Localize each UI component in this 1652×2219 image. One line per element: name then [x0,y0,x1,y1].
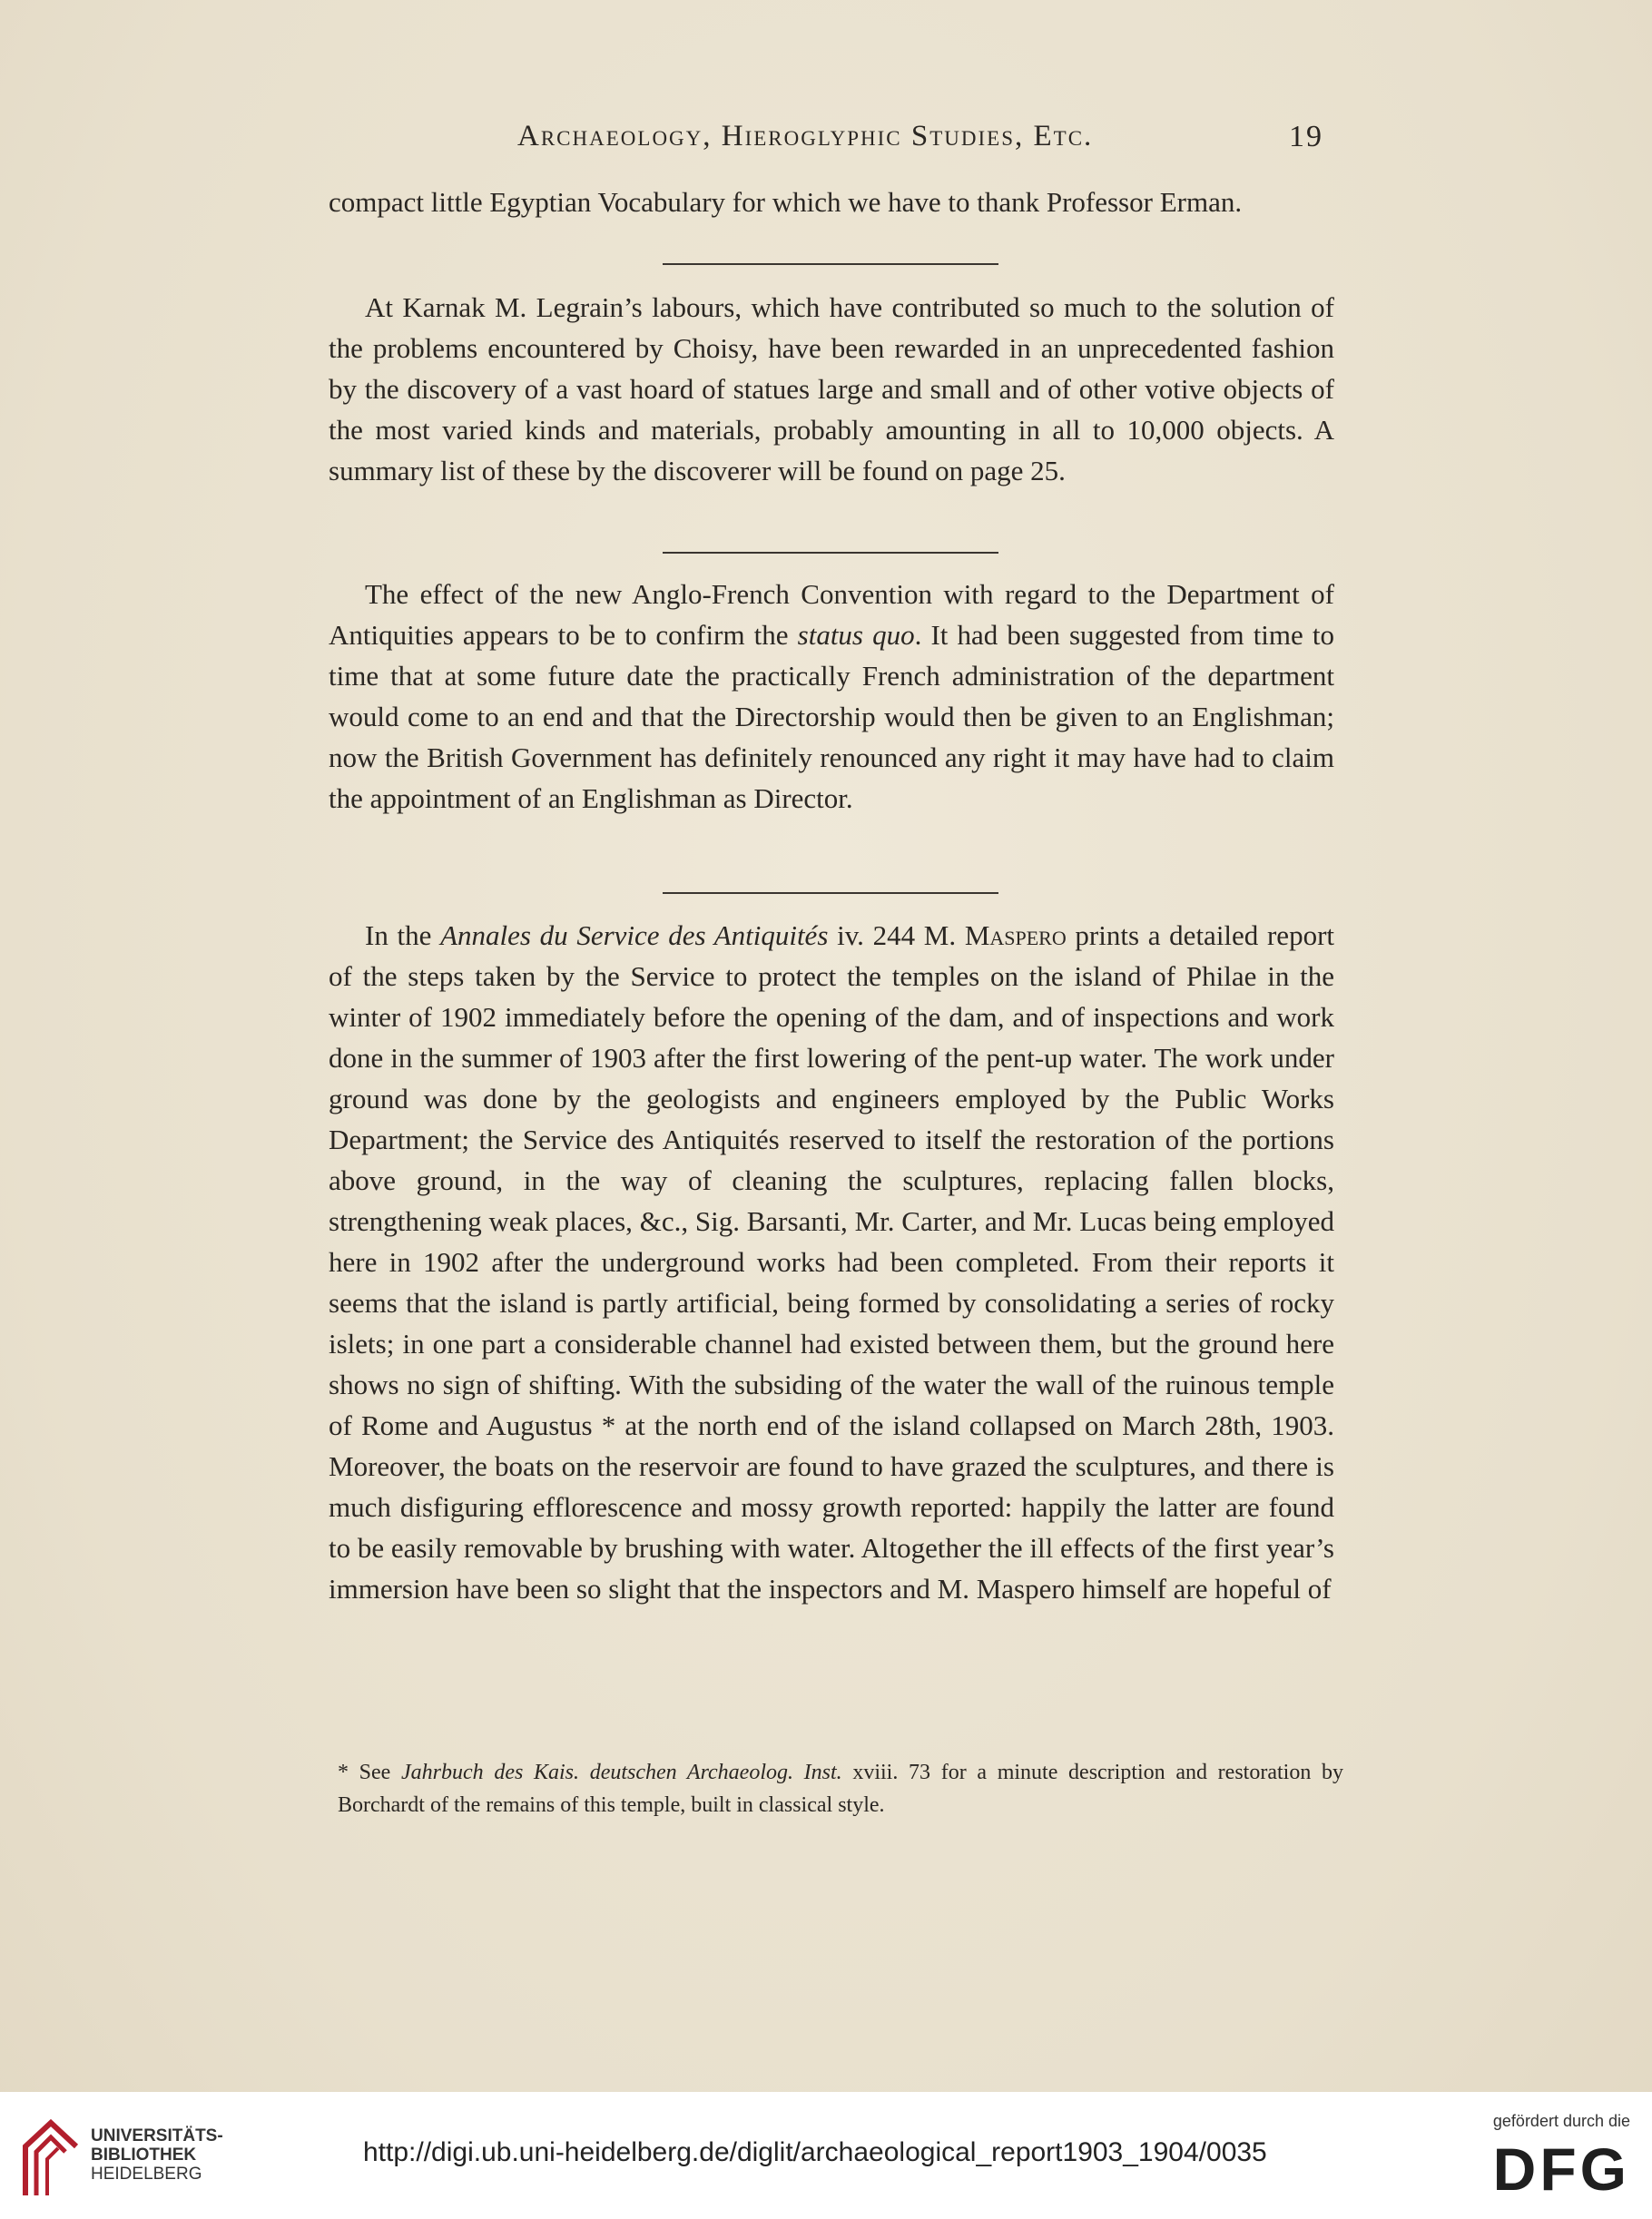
p2-italic: status quo [797,619,915,651]
library-name-line2: BIBLIOTHEK [91,2145,197,2165]
p3-italic: Annales du Service des Antiquités [440,919,829,951]
library-name-line1: UNIVERSITÄTS- [91,2126,223,2145]
library-name [91,2126,223,2184]
section-divider [663,263,998,265]
university-library-logo-icon [18,2116,86,2199]
p2-text-a: The effect of the new Anglo-French Convention with regard to the Department of Antiquities appears to be to confirm the [329,578,1334,651]
section-divider [663,892,998,894]
running-head [327,120,1334,165]
p3-smallcaps-name: Maspero [964,919,1067,951]
footnote-text-a: * See [338,1761,402,1784]
library-name-line3: HEIDELBERG [91,2165,202,2184]
footer-bar [0,2092,1652,2219]
page-number: 19 [1289,120,1323,153]
funding-caption: gefördert durch die [1492,2112,1630,2130]
p2-text-b: . It had been suggested from time to time that at some future date the practically French administration of the department would come to an end and that the Directorship would then be given to an Englishman; now the British Government has definitely renounced any right it may have had to claim the appointment of an Englishman as Director. [329,619,1335,814]
paragraph-karnak: At Karnak M. Legrain’s labours, which have contributed so much to the solution of the problems encountered by Choisy, have been rewarded in an unprecedented fashion by the discovery of a vast hoard of statues large and small and of other votive objects of the most varied kinds and materials, probably amounting in all to 10,000 objects. A summary list of these by the discoverer will be found on page 25. [329,291,1334,486]
footnote-italic: Jahrbuch des Kais. deutschen Archaeolog. Inst. [401,1761,842,1784]
footnote-text-b: xviii. 73 for a minute description and restoration by Borchardt of the remains of this temple, built in classical style. [338,1761,1343,1817]
permalink-url[interactable]: http://digi.ub.uni-heidelberg.de/diglit/archaeological_report1903_1904/0035 [363,2137,1267,2167]
running-title: Archaeology, Hieroglyphic Studies, Etc. [517,120,1094,152]
footnote [338,1756,1343,1821]
paragraph-convention [329,574,1334,819]
p3-text-b: iv. 244 M. [828,919,965,951]
dfg-logo: DFG [1492,2136,1630,2203]
p3-text-c: prints a detailed report of the steps taken by the Service to protect the temples on the island of Philae in the winter of 1902 immediately before the opening of the dam, and of inspections and work done in the summer of 1903 after the first lowering of the pent-up water. The work under ground was done by the geologists and engineers employed by the Public Works Department; the Service des Antiquités reserved to itself the restoration of the portions above ground, in the way of cleaning the sculptures, replacing fallen blocks, strengthening weak places, &c., Sig. Barsanti, Mr. Carter, and Mr. Lucas being employed here in 1902 after the underground works had been completed. From their reports it seems that the island is partly artificial, being formed by consolidating a series of rocky islets; in one part a considerable channel had existed between them, but the ground here shows no sign of shifting. With the subsiding of the water the wall of the ruinous temple of Rome and Augustus * at the north end of the island collapsed on March 28th, 1903. Moreover, the boats on the reservoir are found to have grazed the sculptures, and there is much disfiguring efflorescence and mossy growth reported: happily the latter are found to be easily removable by brushing with water. Altogether the ill effects of the first year’s immersion have been so slight that the inspectors and M. Maspero himself are hopeful of [329,919,1335,1605]
paragraph-philae [329,915,1334,1609]
paragraph-continuation: compact little Egyptian Vocabulary for which we have to thank Professor Erman. [329,186,1243,218]
p3-text-a: In the [365,919,441,951]
section-divider [663,552,998,554]
